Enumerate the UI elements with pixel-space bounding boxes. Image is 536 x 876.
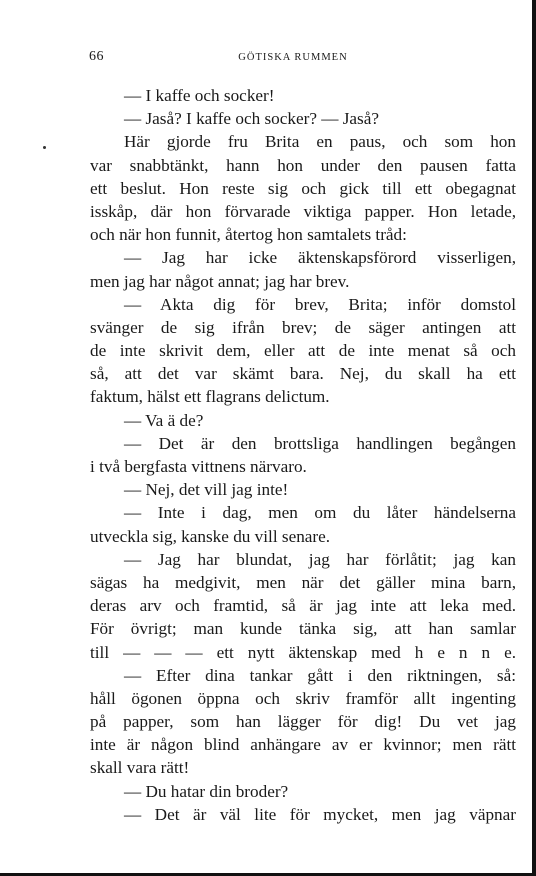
text-line: — Nej, det vill jag inte!: [124, 480, 289, 500]
text-line: — Akta dig för brev, Brita; inför domstol: [124, 294, 516, 314]
text-line: i två bergfasta vittnens närvaro.: [90, 457, 307, 476]
text-line: svänger de sig ifrån brev; de säger antingen att: [90, 317, 516, 337]
page-number: 66: [89, 49, 104, 64]
text-line: så, att det var skämt bara. Nej, du skall ha ett: [90, 364, 516, 384]
text-line: inte är någon blind anhängare av er kvinnor; men rätt: [90, 735, 516, 755]
text-line: var snabbtänkt, hann hon under den pausen fatta: [90, 155, 516, 175]
text-line: de inte skrivit dem, eller att de inte menat så och: [90, 341, 516, 361]
text-line: — I kaffe och socker!: [124, 86, 275, 105]
page-edge-shadow: [532, 0, 536, 876]
text-line: — Det är den brottsliga handlingen begången: [124, 433, 516, 453]
margin-speck: [43, 146, 46, 149]
text-line: — Jag har blundat, jag har förlåtit; jag kan: [124, 549, 516, 569]
text-line: — Det är väl lite för mycket, men jag väpnar: [124, 804, 516, 824]
text-line: utveckla sig, kanske du vill senare.: [90, 526, 331, 546]
text-line: på papper, som han lägger för dig! Du vet jag: [90, 712, 516, 732]
body-text: [90, 84, 516, 826]
text-line: Här gjorde fru Brita en paus, och som hon: [124, 132, 516, 152]
text-line: men jag har något annat; jag har brev.: [90, 271, 350, 291]
text-line: — Va ä de?: [124, 410, 204, 430]
text-line: och när hon funnit, återtog hon samtalets tråd:: [90, 225, 407, 245]
text-line: isskåp, där hon förvarade viktiga papper. Hon letade,: [90, 201, 516, 221]
text-line: — Jaså? I kaffe och socker? — Jaså?: [124, 109, 379, 129]
text-line: deras arv och framtid, så är jag inte att leka med.: [90, 596, 516, 616]
text-line: sägas ha medgivit, men när det gäller mina barn,: [90, 572, 516, 592]
running-title: GÖTISKA RUMMEN: [238, 52, 348, 63]
text-line: — Du hatar din broder?: [124, 781, 289, 801]
text-line: ett beslut. Hon reste sig och gick till ett obegagnat: [90, 178, 516, 198]
text-line: — Inte i dag, men om du låter händelserna: [124, 503, 516, 523]
text-line: till — — — ett nytt äktenskap med h e n n e.: [90, 642, 516, 662]
text-line: — Jag har icke äktenskapsförord visserligen,: [124, 248, 516, 268]
text-line: håll ögonen öppna och skriv framför allt ingenting: [90, 688, 516, 708]
text-line: faktum, hälst ett flagrans delictum.: [90, 387, 330, 407]
text-line: skall vara rätt!: [90, 758, 190, 778]
text-line: — Efter dina tankar gått i den riktningen, så:: [124, 665, 516, 685]
text-line: För övrigt; man kunde tänka sig, att han samlar: [90, 619, 516, 639]
